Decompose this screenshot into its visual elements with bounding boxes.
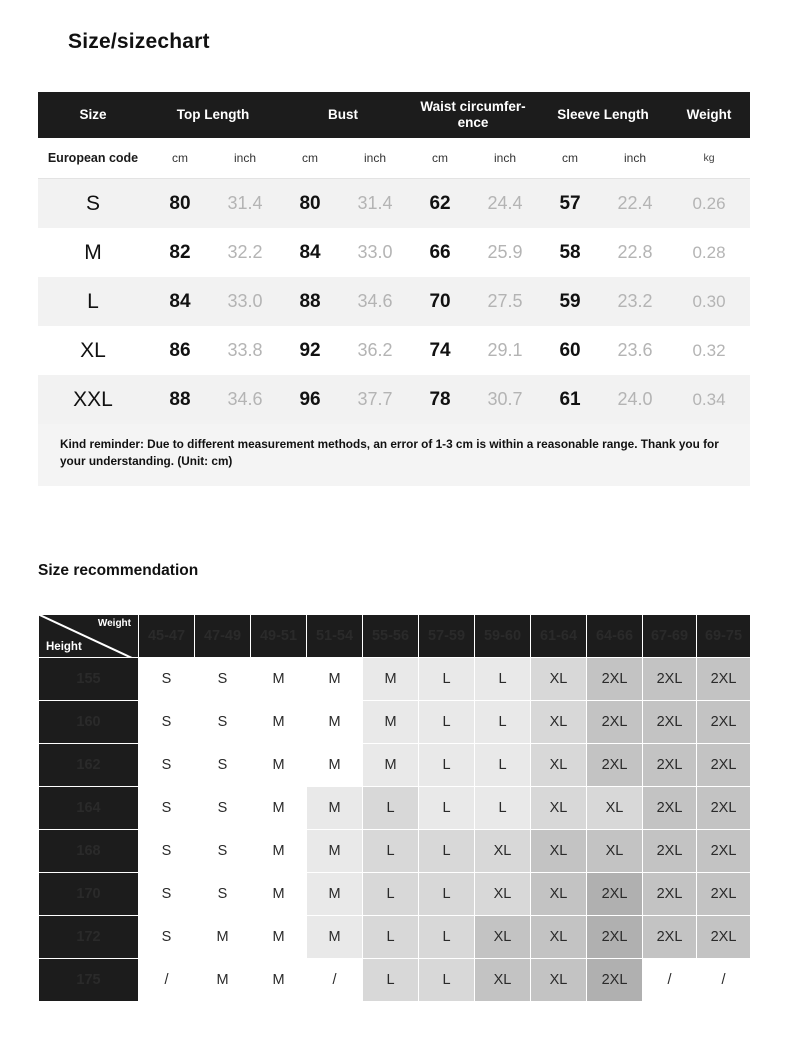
recommended-size-cell: 2XL [587, 658, 643, 701]
recommended-size-cell: M [307, 744, 363, 787]
subheader-top-cm: cm [148, 138, 212, 179]
header-top-length: Top Length [148, 92, 278, 138]
recommended-size-cell: 2XL [643, 658, 697, 701]
waist-cm: 74 [429, 339, 451, 361]
subheader-bust-inch: inch [342, 138, 408, 179]
recommended-size-cell: XL [531, 744, 587, 787]
recommended-size-cell: M [251, 701, 307, 744]
weight-column-header: 59-60 [475, 615, 531, 658]
recommended-size-cell: 2XL [587, 959, 643, 1002]
weight-kg: 0.28 [692, 242, 726, 262]
recommended-size-cell: XL [531, 916, 587, 959]
recommended-size-cell: L [419, 744, 475, 787]
waist-cm: 78 [429, 388, 451, 410]
recommended-size-cell: M [251, 873, 307, 916]
waist-inch: 25.9 [487, 242, 523, 262]
recommended-size-cell: S [195, 701, 251, 744]
recommended-size-cell: S [195, 873, 251, 916]
recommended-size-cell: / [307, 959, 363, 1002]
recommended-size-cell: M [251, 959, 307, 1002]
weight-column-header: 47-49 [195, 615, 251, 658]
recommended-size-cell: S [195, 787, 251, 830]
sleeve-cm: 57 [559, 192, 581, 214]
recommended-size-cell: L [363, 959, 419, 1002]
height-row-header: 170 [39, 873, 139, 916]
weight-column-header: 64-66 [587, 615, 643, 658]
sleeve-cm: 60 [559, 339, 581, 361]
sleeve-inch: 24.0 [617, 389, 653, 409]
height-row-header: 160 [39, 701, 139, 744]
recommended-size-cell: 2XL [587, 916, 643, 959]
weight-column-header: 69-75 [697, 615, 751, 658]
recommended-size-cell: 2XL [643, 787, 697, 830]
recommended-size-cell: 2XL [697, 787, 751, 830]
recommended-size-cell: L [363, 787, 419, 830]
sleeve-inch: 23.6 [617, 340, 653, 360]
recommended-size-cell: L [419, 916, 475, 959]
height-row-header: 162 [39, 744, 139, 787]
weight-kg: 0.26 [692, 193, 726, 213]
recommended-size-cell: L [419, 873, 475, 916]
size-label: XXL [73, 387, 113, 411]
recommended-size-cell: M [307, 830, 363, 873]
waist-inch: 29.1 [487, 340, 523, 360]
recommended-size-cell: L [475, 787, 531, 830]
recommended-size-cell: M [251, 787, 307, 830]
recommended-size-cell: / [643, 959, 697, 1002]
recommended-size-cell: 2XL [697, 701, 751, 744]
recommended-size-cell: L [419, 701, 475, 744]
recommended-size-cell: M [251, 658, 307, 701]
recommended-size-cell: 2XL [587, 873, 643, 916]
bust-inch: 33.0 [357, 242, 393, 262]
recommended-size-cell: M [307, 701, 363, 744]
subheader-sleeve-inch: inch [602, 138, 668, 179]
page-title: Size/sizechart [68, 30, 210, 53]
table-row [39, 701, 751, 744]
recommended-size-cell: M [363, 701, 419, 744]
size-label: S [85, 191, 100, 215]
table-row [39, 658, 751, 701]
recommended-size-cell: M [251, 830, 307, 873]
recommended-size-cell: 2XL [643, 873, 697, 916]
size-chart-header-row [38, 92, 750, 138]
height-row-header: 175 [39, 959, 139, 1002]
size-recommendation-table [38, 614, 751, 1002]
recommended-size-cell: 2XL [697, 830, 751, 873]
table-row [39, 959, 751, 1002]
recommended-size-cell: 2XL [587, 701, 643, 744]
recommended-size-cell: S [139, 701, 195, 744]
recommended-size-cell: L [419, 787, 475, 830]
header-bust: Bust [278, 92, 408, 138]
size-label: L [87, 289, 99, 313]
recommended-size-cell: L [475, 658, 531, 701]
top-length-cm: 86 [169, 339, 191, 361]
table-row [39, 916, 751, 959]
recommended-size-cell: 2XL [643, 744, 697, 787]
waist-inch: 27.5 [487, 291, 523, 311]
recommended-size-cell: / [139, 959, 195, 1002]
subheader-top-inch: inch [212, 138, 278, 179]
recommended-size-cell: 2XL [697, 916, 751, 959]
height-axis-label: Height [46, 641, 82, 653]
top-length-cm: 80 [169, 192, 191, 214]
weight-column-header: 45-47 [139, 615, 195, 658]
sleeve-cm: 59 [559, 290, 581, 312]
recommended-size-cell: 2XL [643, 830, 697, 873]
sleeve-cm: 61 [559, 388, 581, 410]
size-chart-subheader-row [38, 138, 750, 179]
table-row [39, 873, 751, 916]
top-length-inch: 32.2 [227, 242, 263, 262]
recommended-size-cell: M [307, 658, 363, 701]
table-row [38, 179, 750, 229]
recommended-size-cell: S [139, 873, 195, 916]
bust-inch: 36.2 [357, 340, 393, 360]
axis-corner-cell [39, 615, 139, 658]
recommended-size-cell: 2XL [643, 701, 697, 744]
bust-cm: 96 [299, 388, 321, 410]
bust-inch: 34.6 [357, 291, 393, 311]
height-row-header: 155 [39, 658, 139, 701]
recommended-size-cell: XL [531, 701, 587, 744]
subheader-waist-inch: inch [472, 138, 538, 179]
recommended-size-cell: S [139, 787, 195, 830]
table-row [38, 326, 750, 375]
weight-column-header: 57-59 [419, 615, 475, 658]
recommended-size-cell: S [195, 830, 251, 873]
recommended-size-cell: L [475, 744, 531, 787]
top-length-cm: 82 [169, 241, 191, 263]
sleeve-inch: 22.4 [617, 193, 653, 213]
waist-inch: 24.4 [487, 193, 523, 213]
recommended-size-cell: M [307, 916, 363, 959]
recommended-size-cell: 2XL [697, 744, 751, 787]
recommended-size-cell: XL [587, 787, 643, 830]
recommendation-header-row [39, 615, 751, 658]
waist-cm: 70 [429, 290, 451, 312]
recommended-size-cell: XL [531, 658, 587, 701]
recommended-size-cell: L [419, 959, 475, 1002]
recommended-size-cell: L [475, 701, 531, 744]
weight-kg: 0.30 [692, 291, 726, 311]
recommended-size-cell: M [307, 873, 363, 916]
recommended-size-cell: L [363, 830, 419, 873]
recommended-size-cell: XL [531, 959, 587, 1002]
table-row [39, 787, 751, 830]
table-row [38, 277, 750, 326]
size-chart-table [38, 92, 750, 486]
recommended-size-cell: S [195, 658, 251, 701]
weight-column-header: 67-69 [643, 615, 697, 658]
recommended-size-cell: L [363, 873, 419, 916]
recommended-size-cell: XL [531, 873, 587, 916]
recommended-size-cell: L [419, 658, 475, 701]
recommended-size-cell: XL [475, 959, 531, 1002]
top-length-inch: 31.4 [227, 193, 263, 213]
recommended-size-cell: XL [531, 830, 587, 873]
bust-cm: 92 [299, 339, 321, 361]
subheader-weight-kg: kg [668, 138, 750, 179]
height-row-header: 164 [39, 787, 139, 830]
recommended-size-cell: M [251, 744, 307, 787]
waist-cm: 66 [429, 241, 451, 263]
recommended-size-cell: M [195, 959, 251, 1002]
recommended-size-cell: M [363, 658, 419, 701]
bust-cm: 84 [299, 241, 321, 263]
recommended-size-cell: / [697, 959, 751, 1002]
recommended-size-cell: M [195, 916, 251, 959]
table-row [39, 830, 751, 873]
table-row [38, 375, 750, 424]
weight-kg: 0.32 [692, 340, 726, 360]
subheader-sleeve-cm: cm [538, 138, 602, 179]
recommended-size-cell: XL [531, 787, 587, 830]
table-row [38, 228, 750, 277]
recommended-size-cell: 2XL [697, 873, 751, 916]
size-chart-note: Kind reminder: Due to different measurement methods, an error of 1-3 cm is within a reasonable range. Thank you for your understanding. (Unit: cm) [38, 424, 750, 486]
recommended-size-cell: S [139, 658, 195, 701]
subheader-waist-cm: cm [408, 138, 472, 179]
height-row-header: 168 [39, 830, 139, 873]
bust-inch: 31.4 [357, 193, 393, 213]
header-waist: Waist circumfer-ence [408, 92, 538, 138]
recommended-size-cell: S [195, 744, 251, 787]
top-length-cm: 88 [169, 388, 191, 410]
top-length-cm: 84 [169, 290, 191, 312]
recommended-size-cell: 2XL [697, 658, 751, 701]
weight-column-header: 49-51 [251, 615, 307, 658]
size-label: XL [80, 338, 106, 362]
recommended-size-cell: L [363, 916, 419, 959]
weight-axis-label: Weight [97, 618, 131, 629]
sleeve-inch: 23.2 [617, 291, 653, 311]
sleeve-inch: 22.8 [617, 242, 653, 262]
recommended-size-cell: M [307, 787, 363, 830]
header-size: Size [38, 92, 148, 138]
recommended-size-cell: M [363, 744, 419, 787]
top-length-inch: 33.0 [227, 291, 263, 311]
subheader-bust-cm: cm [278, 138, 342, 179]
bust-inch: 37.7 [357, 389, 393, 409]
sleeve-cm: 58 [559, 241, 581, 263]
recommended-size-cell: S [139, 916, 195, 959]
size-recommendation-title: Size recommendation [38, 562, 199, 579]
recommended-size-cell: L [419, 830, 475, 873]
top-length-inch: 33.8 [227, 340, 263, 360]
recommended-size-cell: XL [475, 830, 531, 873]
recommended-size-cell: M [251, 916, 307, 959]
recommended-size-cell: XL [475, 916, 531, 959]
recommended-size-cell: S [139, 744, 195, 787]
weight-kg: 0.34 [692, 389, 726, 409]
weight-column-header: 61-64 [531, 615, 587, 658]
recommended-size-cell: 2XL [587, 744, 643, 787]
recommended-size-cell: S [139, 830, 195, 873]
bust-cm: 80 [299, 192, 321, 214]
height-row-header: 172 [39, 916, 139, 959]
header-sleeve-length: Sleeve Length [538, 92, 668, 138]
size-chart-note-row [38, 424, 750, 486]
weight-column-header: 55-56 [363, 615, 419, 658]
weight-column-header: 51-54 [307, 615, 363, 658]
bust-cm: 88 [299, 290, 321, 312]
size-label: M [84, 240, 102, 264]
waist-cm: 62 [429, 192, 451, 214]
header-weight: Weight [668, 92, 750, 138]
table-row [39, 744, 751, 787]
recommended-size-cell: 2XL [643, 916, 697, 959]
recommended-size-cell: XL [587, 830, 643, 873]
recommended-size-cell: XL [475, 873, 531, 916]
subheader-european-code: European code [38, 138, 148, 179]
top-length-inch: 34.6 [227, 389, 263, 409]
waist-inch: 30.7 [487, 389, 523, 409]
